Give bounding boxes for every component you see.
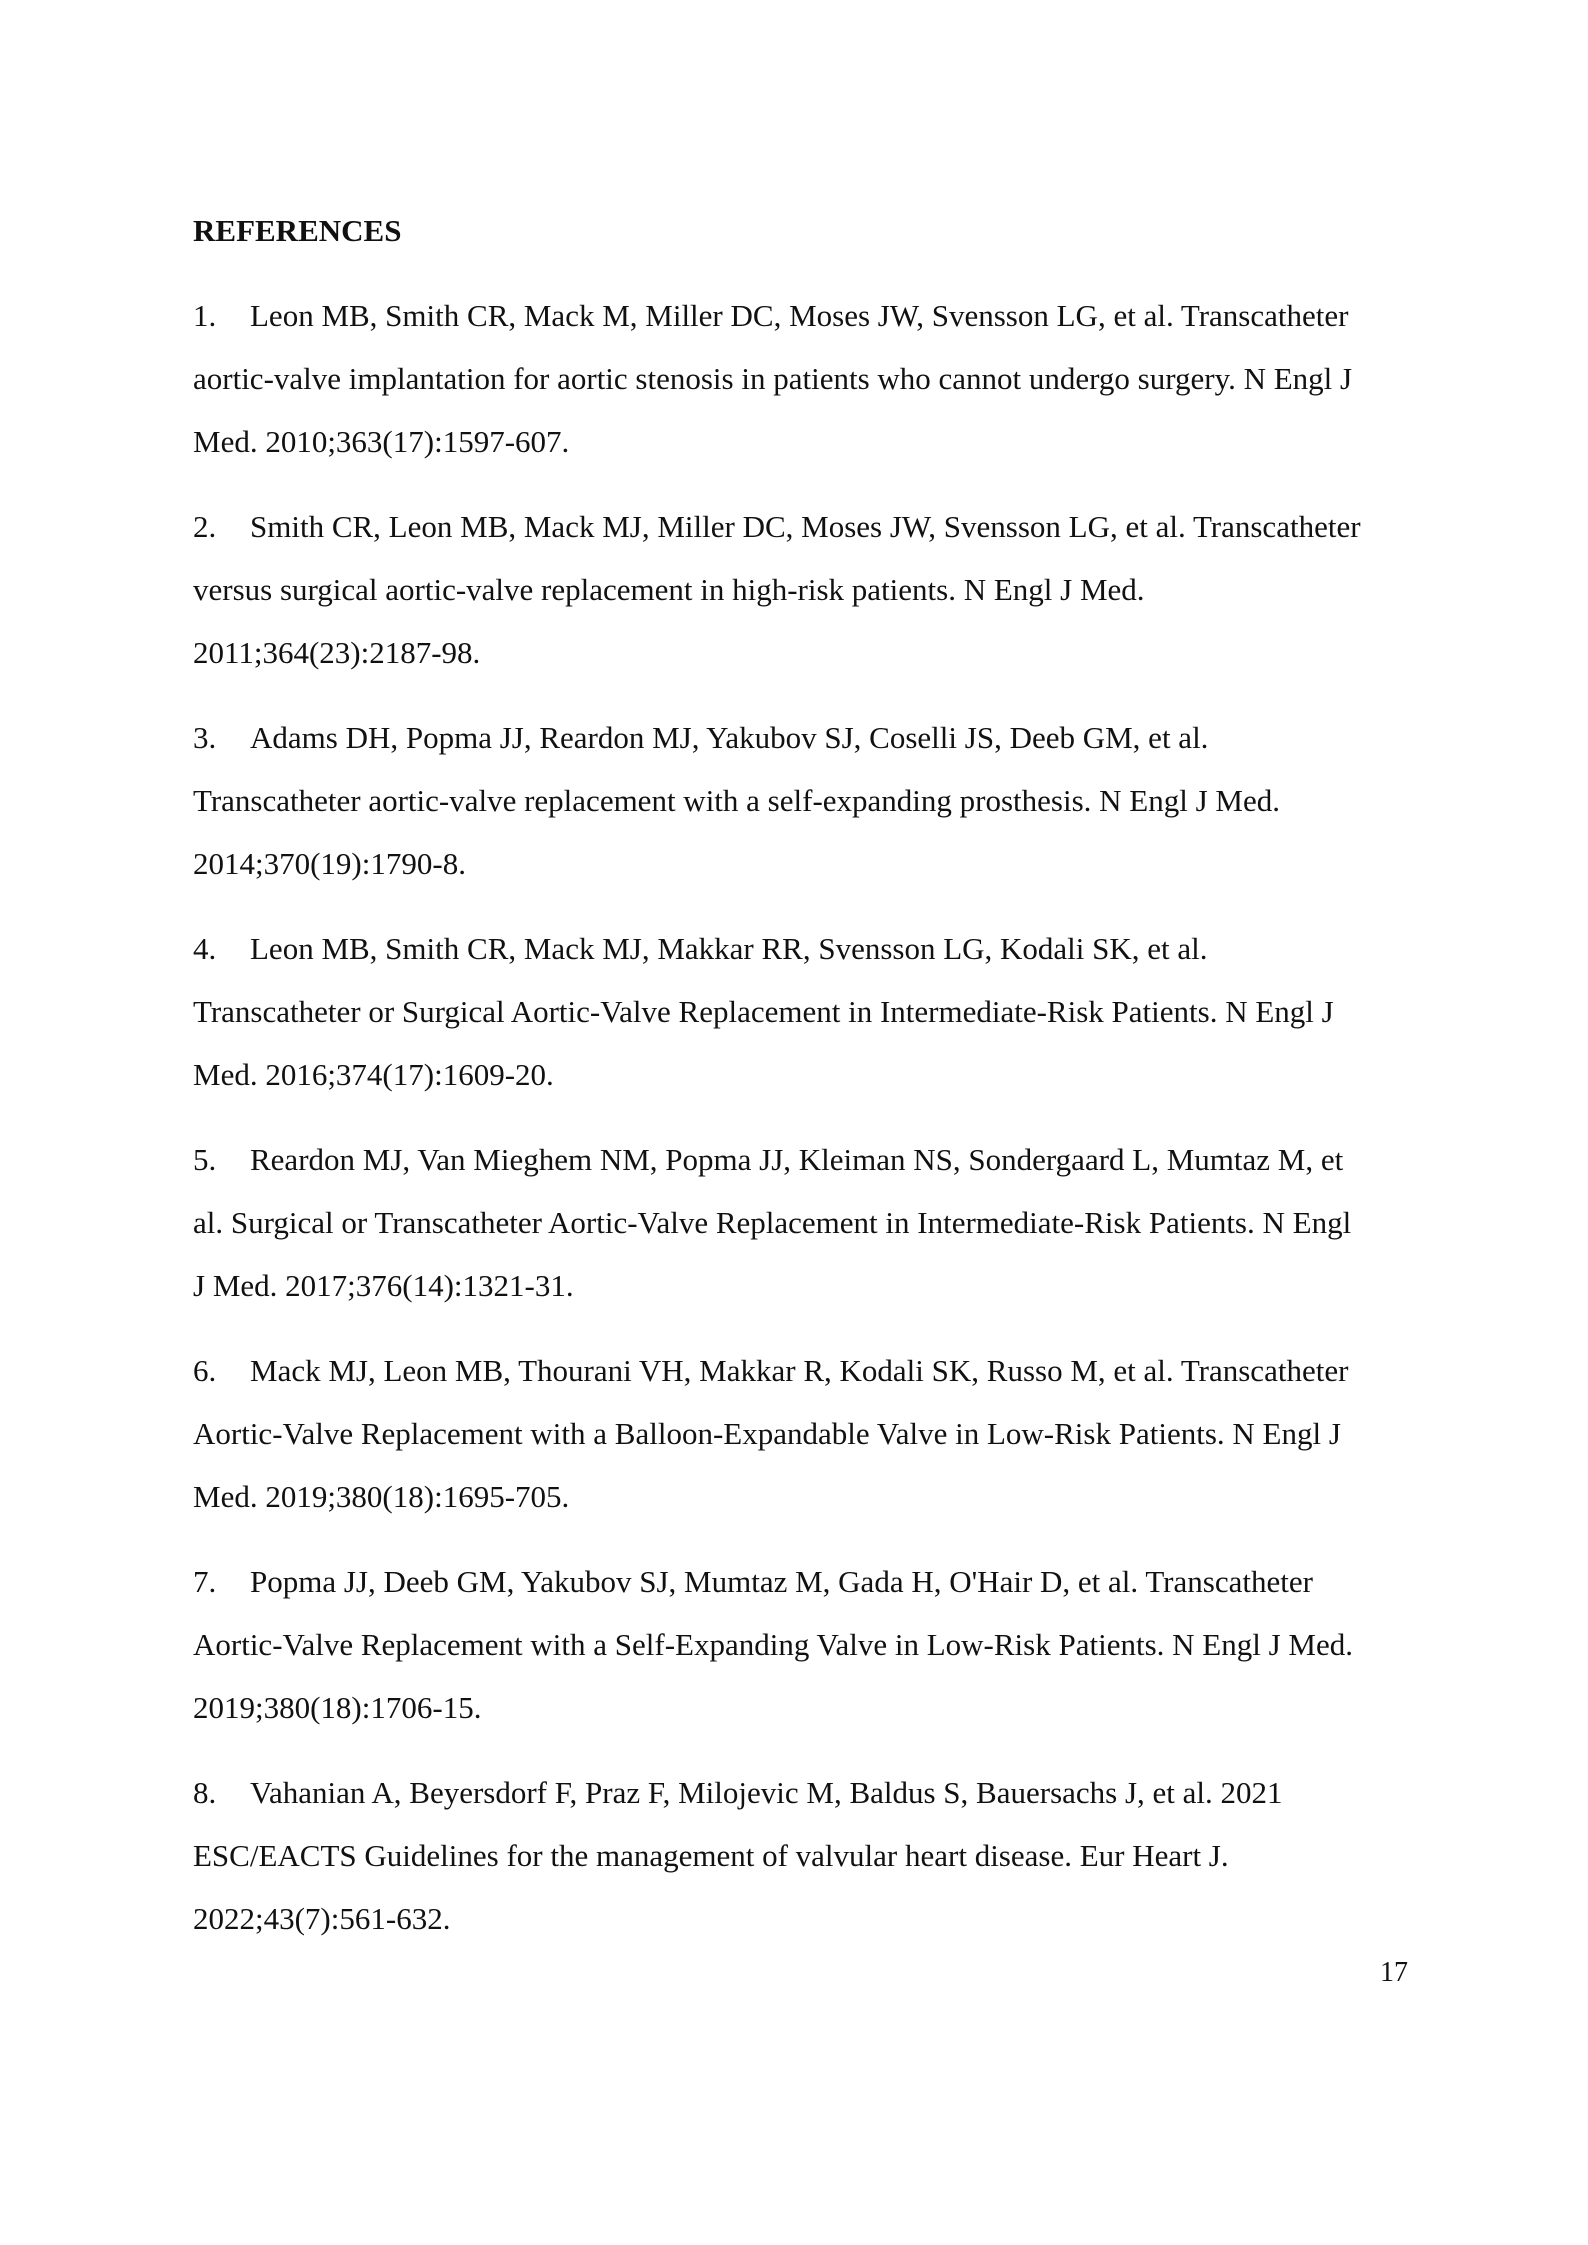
reference-text: Leon MB, Smith CR, Mack M, Miller DC, Moses JW, Svensson LG, et al. Transcatheter [250, 298, 1349, 333]
reference-line [193, 1613, 1408, 1676]
reference-line [193, 621, 1408, 684]
reference-text: Med. 2019;380(18):1695-705. [193, 1479, 570, 1514]
reference-text: Transcatheter or Surgical Aortic-Valve Replacement in Intermediate-Risk Patients. N Engl J [193, 994, 1334, 1029]
reference-line [193, 347, 1408, 410]
reference-line [193, 1824, 1408, 1887]
reference-text: al. Surgical or Transcatheter Aortic-Valve Replacement in Intermediate-Risk Patients. N Engl [193, 1205, 1352, 1240]
reference-number: 6. [193, 1353, 217, 1388]
reference-text: 2022;43(7):561-632. [193, 1901, 451, 1936]
reference-item [193, 284, 1408, 473]
reference-number: 3. [193, 720, 217, 755]
reference-text: Vahanian A, Beyersdorf F, Praz F, Milojevic M, Baldus S, Bauersachs J, et al. 2021 [250, 1775, 1283, 1810]
reference-item [193, 1128, 1408, 1317]
reference-line [193, 495, 1408, 558]
reference-number: 7. [193, 1564, 217, 1599]
reference-line [193, 558, 1408, 621]
reference-text: ESC/EACTS Guidelines for the management of valvular heart disease. Eur Heart J. [193, 1838, 1229, 1873]
reference-line [193, 1128, 1408, 1191]
reference-line [193, 1191, 1408, 1254]
reference-line [193, 1254, 1408, 1317]
reference-text: Aortic-Valve Replacement with a Self-Expanding Valve in Low-Risk Patients. N Engl J Med. [193, 1627, 1353, 1662]
reference-item [193, 495, 1408, 684]
reference-text: versus surgical aortic-valve replacement in high-risk patients. N Engl J Med. [193, 572, 1145, 607]
reference-text: Popma JJ, Deeb GM, Yakubov SJ, Mumtaz M, Gada H, O'Hair D, et al. Transcatheter [250, 1564, 1313, 1599]
page-number: 17 [1380, 1957, 1408, 1988]
references-heading: REFERENCES [193, 213, 402, 248]
reference-item [193, 1761, 1408, 1950]
reference-item [193, 706, 1408, 895]
reference-text: 2014;370(19):1790-8. [193, 846, 466, 881]
reference-list [193, 284, 1408, 1972]
reference-line [193, 1761, 1408, 1824]
reference-text: aortic-valve implantation for aortic stenosis in patients who cannot undergo surgery. N Engl J [193, 361, 1353, 396]
reference-line [193, 1887, 1408, 1950]
reference-number: 4. [193, 931, 217, 966]
reference-line [193, 1402, 1408, 1465]
reference-text: Mack MJ, Leon MB, Thourani VH, Makkar R, Kodali SK, Russo M, et al. Transcatheter [250, 1353, 1349, 1388]
reference-text: Smith CR, Leon MB, Mack MJ, Miller DC, Moses JW, Svensson LG, et al. Transcatheter [250, 509, 1361, 544]
reference-line [193, 1339, 1408, 1402]
reference-item [193, 1550, 1408, 1739]
reference-number: 8. [193, 1775, 217, 1810]
reference-line [193, 410, 1408, 473]
reference-line [193, 1043, 1408, 1106]
reference-text: Reardon MJ, Van Mieghem NM, Popma JJ, Kleiman NS, Sondergaard L, Mumtaz M, et [250, 1142, 1344, 1177]
reference-line [193, 284, 1408, 347]
reference-line [193, 706, 1408, 769]
reference-line [193, 832, 1408, 895]
reference-text: Transcatheter aortic-valve replacement with a self-expanding prosthesis. N Engl J Med. [193, 783, 1280, 818]
reference-number: 5. [193, 1142, 217, 1177]
reference-text: Adams DH, Popma JJ, Reardon MJ, Yakubov SJ, Coselli JS, Deeb GM, et al. [250, 720, 1209, 755]
reference-line [193, 1676, 1408, 1739]
reference-item [193, 1339, 1408, 1528]
reference-item [193, 917, 1408, 1106]
reference-number: 2. [193, 509, 217, 544]
reference-line [193, 980, 1408, 1043]
reference-number: 1. [193, 298, 217, 333]
reference-text: Med. 2016;374(17):1609-20. [193, 1057, 554, 1092]
reference-text: Aortic-Valve Replacement with a Balloon-Expandable Valve in Low-Risk Patients. N Engl J [193, 1416, 1341, 1451]
reference-text: J Med. 2017;376(14):1321-31. [193, 1268, 574, 1303]
reference-line [193, 1465, 1408, 1528]
reference-text: Med. 2010;363(17):1597-607. [193, 424, 570, 459]
reference-text: 2011;364(23):2187-98. [193, 635, 481, 670]
reference-line [193, 769, 1408, 832]
reference-text: 2019;380(18):1706-15. [193, 1690, 482, 1725]
reference-line [193, 917, 1408, 980]
reference-text: Leon MB, Smith CR, Mack MJ, Makkar RR, Svensson LG, Kodali SK, et al. [250, 931, 1208, 966]
reference-line [193, 1550, 1408, 1613]
